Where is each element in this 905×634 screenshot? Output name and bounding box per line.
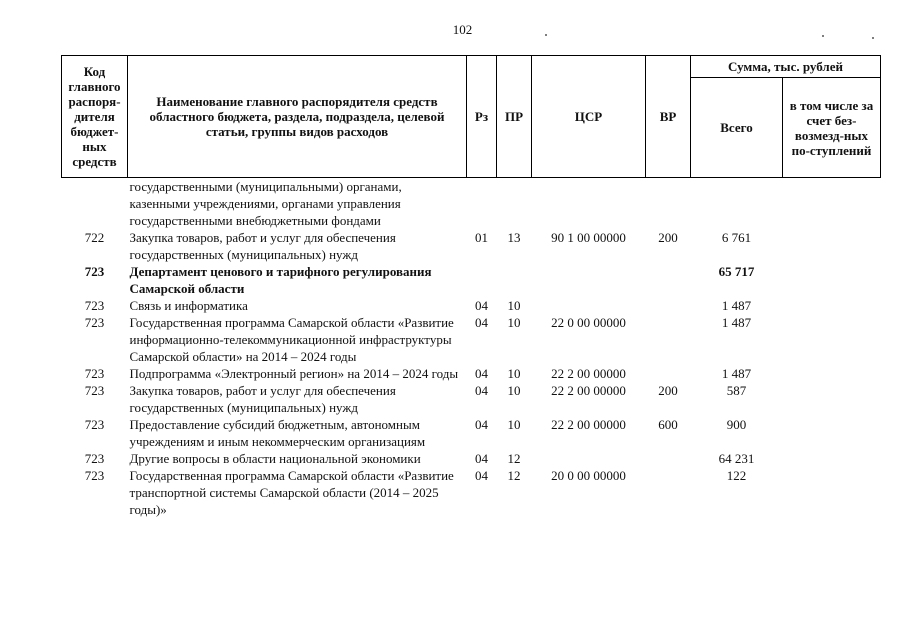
cell-pr	[497, 178, 532, 230]
cell-total: 587	[726, 383, 747, 398]
cell-csr	[532, 297, 646, 314]
col-header-name: Наименование главного распорядителя средств областного бюджета, раздела, подраздела, целевой статьи, группы видов расходов	[128, 56, 467, 178]
col-header-vr: ВР	[646, 56, 691, 178]
cell-rz: 04	[475, 468, 488, 483]
cell-total: 1 487	[721, 315, 752, 330]
cell-csr: 22 2 00 00000	[551, 366, 626, 381]
cell-pr: 12	[507, 468, 521, 483]
cell-code: 723	[84, 417, 105, 432]
cell-name: государственными (муниципальными) органами, казенными учреждениями, органами управления государственными внебюджетными фондами	[129, 179, 402, 228]
cell-code: 723	[84, 298, 105, 313]
cell-free	[783, 297, 881, 314]
cell-pr: 13	[507, 230, 521, 245]
cell-csr	[532, 178, 646, 230]
cell-code: 723	[84, 264, 105, 279]
cell-pr: 10	[507, 417, 521, 432]
cell-name: Подпрограмма «Электронный регион» на 2014 – 2024 годы	[129, 366, 459, 381]
col-header-sum: Сумма, тыс. рублей	[691, 56, 881, 78]
budget-table	[61, 55, 881, 518]
cell-csr: 22 2 00 00000	[551, 417, 626, 432]
scan-speck	[822, 35, 824, 37]
cell-rz: 04	[475, 383, 488, 398]
table-row	[62, 263, 881, 297]
cell-rz: 04	[475, 451, 488, 466]
cell-vr	[646, 450, 691, 467]
cell-free	[783, 229, 881, 263]
table-row	[62, 450, 881, 467]
cell-rz: 04	[475, 366, 488, 381]
cell-csr: 22 0 00 00000	[551, 315, 626, 330]
cell-name: Государственная программа Самарской области «Развитие информационно-телекоммуникационной инфраструктуры Самарской области» на 2014 – 2024 годы	[129, 315, 454, 364]
cell-free	[783, 416, 881, 450]
cell-csr: 22 2 00 00000	[551, 383, 626, 398]
cell-code: 723	[84, 315, 105, 330]
col-header-rz: Рз	[467, 56, 497, 178]
table-body	[62, 178, 881, 519]
cell-code: 722	[84, 230, 105, 245]
cell-pr: 10	[507, 366, 521, 381]
cell-name: Департамент ценового и тарифного регулирования Самарской области	[129, 264, 432, 296]
cell-vr: 600	[658, 417, 678, 432]
col-header-total: Всего	[691, 78, 783, 178]
cell-rz: 04	[475, 315, 488, 330]
cell-vr	[646, 365, 691, 382]
cell-vr	[646, 263, 691, 297]
cell-pr: 10	[507, 298, 521, 313]
cell-csr	[532, 450, 646, 467]
col-header-pr: ПР	[497, 56, 532, 178]
cell-name: Государственная программа Самарской области «Развитие транспортной системы Самарской области (2014 – 2025 годы)»	[129, 468, 454, 517]
cell-total: 65 717	[718, 264, 755, 279]
table-row	[62, 382, 881, 416]
cell-rz: 04	[475, 417, 488, 432]
table-row	[62, 416, 881, 450]
cell-vr: 200	[658, 230, 678, 245]
cell-code: 723	[84, 366, 105, 381]
cell-free	[783, 467, 881, 518]
cell-total: 900	[726, 417, 747, 432]
cell-csr: 90 1 00 00000	[551, 230, 626, 245]
cell-vr	[646, 314, 691, 365]
cell-total: 6 761	[721, 230, 752, 245]
cell-total: 122	[726, 468, 747, 483]
table-row	[62, 314, 881, 365]
cell-vr	[646, 178, 691, 230]
table-row	[62, 229, 881, 263]
table-row	[62, 467, 881, 518]
cell-total: 1 487	[721, 366, 752, 381]
col-header-free: в том числе за счет без-возмезд-ных по-ступлений	[783, 78, 881, 178]
cell-total: 1 487	[721, 298, 752, 313]
cell-free	[783, 382, 881, 416]
cell-vr	[646, 467, 691, 518]
page-number: 102	[452, 22, 473, 37]
cell-code	[62, 178, 128, 230]
cell-code: 723	[84, 383, 105, 398]
cell-csr	[532, 263, 646, 297]
table-row	[62, 297, 881, 314]
cell-code: 723	[84, 451, 105, 466]
cell-rz	[467, 178, 497, 230]
col-header-code: Код главного распоря-дителя бюджет-ных средств	[62, 56, 128, 178]
cell-name: Предоставление субсидий бюджетным, автономным учреждениям и иным некоммерческим организациям	[129, 417, 426, 449]
cell-rz: 04	[475, 298, 488, 313]
cell-pr: 12	[507, 451, 521, 466]
cell-pr: 10	[507, 383, 521, 398]
table-row	[62, 178, 881, 230]
scan-speck	[872, 37, 874, 39]
cell-free	[783, 365, 881, 382]
cell-rz	[467, 263, 497, 297]
col-header-csr: ЦСР	[532, 56, 646, 178]
cell-total	[691, 178, 783, 230]
cell-code: 723	[84, 468, 105, 483]
table-row	[62, 365, 881, 382]
cell-pr: 10	[507, 315, 521, 330]
cell-free	[783, 450, 881, 467]
cell-name: Закупка товаров, работ и услуг для обеспечения государственных (муниципальных) нужд	[129, 383, 396, 415]
cell-csr: 20 0 00 00000	[551, 468, 626, 483]
cell-pr	[497, 263, 532, 297]
cell-free	[783, 263, 881, 297]
cell-name: Связь и информатика	[129, 298, 248, 313]
cell-total: 64 231	[718, 451, 755, 466]
cell-rz: 01	[475, 230, 488, 245]
cell-name: Другие вопросы в области национальной экономики	[129, 451, 421, 466]
cell-name: Закупка товаров, работ и услуг для обеспечения государственных (муниципальных) нужд	[129, 230, 396, 262]
cell-vr: 200	[658, 383, 678, 398]
cell-vr	[646, 297, 691, 314]
cell-free	[783, 314, 881, 365]
scan-speck	[545, 34, 547, 36]
cell-free	[783, 178, 881, 230]
